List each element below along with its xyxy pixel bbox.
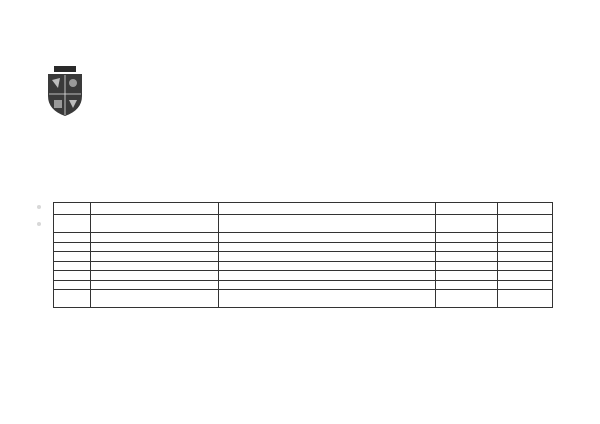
table-row [54, 252, 553, 262]
header-name [91, 203, 219, 215]
coat-of-arms-icon [46, 66, 84, 116]
document-number [435, 271, 497, 281]
taxpayer-name [91, 233, 219, 243]
document-date [497, 242, 552, 252]
row-number [54, 290, 91, 308]
intro-paragraph [83, 151, 543, 160]
document-date [497, 233, 552, 243]
table-row [54, 290, 553, 308]
table-row [54, 271, 553, 281]
table-row [54, 242, 553, 252]
document-number [435, 242, 497, 252]
table-row [54, 215, 553, 233]
fiscal-address [218, 233, 435, 243]
taxpayer-name [91, 242, 219, 252]
fiscal-address [218, 215, 435, 233]
taxpayer-name [91, 261, 219, 271]
taxpayer-name [91, 215, 219, 233]
row-number [54, 261, 91, 271]
table-body [54, 215, 553, 308]
punch-hole-mark [37, 222, 41, 226]
taxpayer-name [91, 290, 219, 308]
taxpayer-name [91, 271, 219, 281]
document-number [435, 290, 497, 308]
document-date [497, 252, 552, 262]
row-number [54, 242, 91, 252]
fiscal-address [218, 271, 435, 281]
fiscal-address [218, 252, 435, 262]
document-number [435, 215, 497, 233]
taxpayer-name [91, 252, 219, 262]
fiscal-address [218, 280, 435, 290]
header-doc-date [497, 203, 552, 215]
row-number [54, 233, 91, 243]
document-date [497, 271, 552, 281]
table-row [54, 280, 553, 290]
table-header-row [54, 203, 553, 215]
header-doc-no [435, 203, 497, 215]
document-number [435, 233, 497, 243]
header-nr [54, 203, 91, 215]
document-date [497, 290, 552, 308]
document-number [435, 261, 497, 271]
taxpayer-name [91, 280, 219, 290]
fiscal-address [218, 290, 435, 308]
document-date [497, 280, 552, 290]
row-number [54, 271, 91, 281]
row-number [54, 252, 91, 262]
document-date [497, 215, 552, 233]
punch-hole-mark [37, 205, 41, 209]
table-row [54, 233, 553, 243]
header-address [218, 203, 435, 215]
taxpayers-table [53, 202, 553, 308]
fiscal-address [218, 242, 435, 252]
row-number [54, 280, 91, 290]
document-number [435, 280, 497, 290]
row-number [54, 215, 91, 233]
table-row [54, 261, 553, 271]
document-number [435, 252, 497, 262]
fiscal-address [218, 261, 435, 271]
document-date [497, 261, 552, 271]
